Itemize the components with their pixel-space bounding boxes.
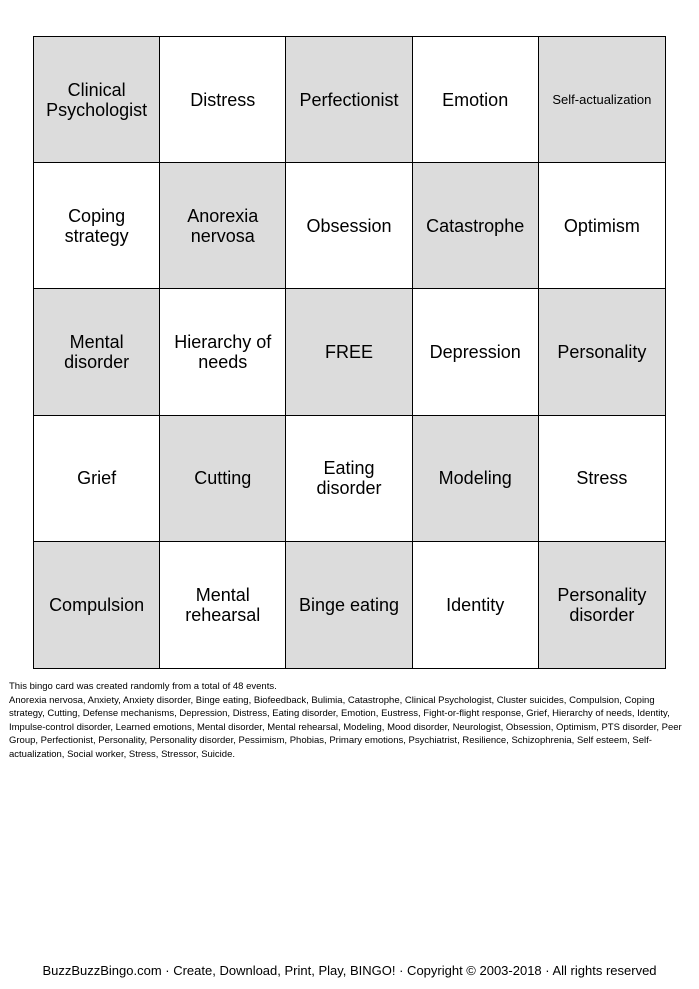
bingo-cell [413,542,539,668]
bingo-cell [34,37,160,163]
bingo-cell-label: Mental disorder [64,331,130,372]
bingo-cell [286,37,412,163]
card-info-intro: This bingo card was created randomly from a total of 48 events. [9,681,277,692]
bingo-cell [286,416,412,542]
bingo-cell-label: Catastrophe [426,215,525,236]
bingo-cell-label: Anorexia nervosa [187,205,259,246]
bingo-cell [539,37,665,163]
bingo-cell-label: Mental rehearsal [185,584,261,625]
bingo-cell [413,163,539,289]
bingo-cell-label: Modeling [438,468,512,489]
bingo-card-grid [33,36,666,669]
bingo-cell-label: Emotion [442,89,509,110]
bingo-cell [160,163,286,289]
bingo-free-cell [286,289,412,415]
bingo-cell [539,289,665,415]
bingo-cell [34,289,160,415]
bingo-cell-label: Depression [429,341,521,362]
bingo-cell [539,163,665,289]
bingo-cell-label: Eating disorder [316,458,382,499]
bingo-cell-label: Distress [190,89,256,110]
bingo-cell [413,37,539,163]
bingo-cell-label: Perfectionist [299,89,399,110]
bingo-cell-label: Cutting [194,468,252,489]
bingo-cell-label: Binge eating [298,594,400,615]
bingo-cell-label: Obsession [306,215,392,236]
bingo-cell [539,416,665,542]
bingo-cell-label: Self-actualization [552,91,652,107]
bingo-cell [34,163,160,289]
bingo-cell [34,542,160,668]
bingo-cell-label: Stress [576,468,628,489]
bingo-cell-label: Identity [446,594,505,615]
bingo-cell [160,37,286,163]
bingo-cell [413,416,539,542]
bingo-cell [34,416,160,542]
bingo-cell-label: FREE [324,341,373,362]
footer-copyright: BuzzBuzzBingo.com · Create, Download, Print, Play, BINGO! · Copyright © 2003-2018 · All rights reserved [42,963,657,978]
bingo-cell-label: Coping strategy [64,205,129,246]
card-info-events: Anorexia nervosa, Anxiety, Anxiety disorder, Binge eating, Biofeedback, Bulimia, Catastrophe, Clinical Psychologist, Cluster suicides, Compulsion, Coping strategy, Cutting, Defense mechanisms, Depression, Distress, Eating disorder, Emotion, Eustress, Fight-or-flight response, Grief, Hierarchy of needs, Identity, Impulse-control disorder, Learned emotions, Mental disorder, Mental rehearsal, Modeling, Mood disorder, Neurologist, Obsession, Optimism, PTS disorder, Peer Group, Perfectionist, Personality, Personality disorder, Pessimism, Phobias, Primary emotions, Psychiatrist, Resilience, Schizophrenia, Self esteem, Self-actualization, Social worker, Stress, Stressor, Suicide. [9,694,682,760]
bingo-cell [160,289,286,415]
bingo-cell-label: Personality disorder [557,584,647,625]
bingo-cell-label: Optimism [563,215,640,236]
bingo-cell [413,289,539,415]
bingo-cell-label: Grief [77,468,117,489]
bingo-cell [160,542,286,668]
bingo-cell-label: Personality [557,341,647,362]
bingo-cell [539,542,665,668]
bingo-cell-label: Compulsion [49,594,145,615]
bingo-cell-label: Hierarchy of needs [174,331,272,372]
bingo-cell [286,163,412,289]
bingo-cell [160,416,286,542]
bingo-cell [286,542,412,668]
card-info [9,680,689,761]
bingo-cell-label: Clinical Psychologist [46,79,148,120]
